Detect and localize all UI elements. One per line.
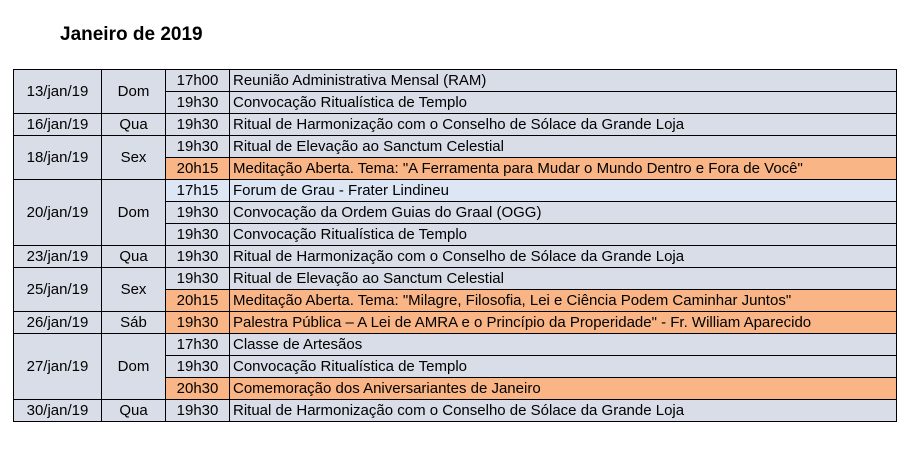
event-description-cell: Meditação Aberta. Tema: "A Ferramenta para Mudar o Mundo Dentro e Fora de Você": [230, 158, 897, 180]
time-cell: 17h15: [166, 180, 230, 202]
table-row: [14, 246, 897, 268]
event-description-cell: Ritual de Harmonização com o Conselho de Sólace da Grande Loja: [230, 246, 897, 268]
time-cell: 19h30: [166, 224, 230, 246]
date-cell: 13/jan/19: [14, 70, 102, 114]
weekday-cell: Sex: [102, 136, 166, 180]
date-cell: 30/jan/19: [14, 400, 102, 422]
event-description-cell: Meditação Aberta. Tema: "Milagre, Filosofia, Lei e Ciência Podem Caminhar Juntos": [230, 290, 897, 312]
table-row: [14, 268, 897, 290]
time-cell: 19h30: [166, 356, 230, 378]
date-cell: 25/jan/19: [14, 268, 102, 312]
time-cell: 19h30: [166, 268, 230, 290]
table-row: [14, 334, 897, 356]
table-row: [14, 114, 897, 136]
weekday-cell: Sáb: [102, 312, 166, 334]
event-description-cell: Convocação Ritualística de Templo: [230, 92, 897, 114]
weekday-cell: Qua: [102, 246, 166, 268]
time-cell: 17h00: [166, 70, 230, 92]
time-cell: 19h30: [166, 246, 230, 268]
event-description-cell: Forum de Grau - Frater Lindineu: [230, 180, 897, 202]
weekday-cell: Qua: [102, 400, 166, 422]
date-cell: 18/jan/19: [14, 136, 102, 180]
table-row: [14, 400, 897, 422]
event-description-cell: Ritual de Harmonização com o Conselho de Sólace da Grande Loja: [230, 114, 897, 136]
time-cell: 19h30: [166, 92, 230, 114]
table-row: [14, 180, 897, 202]
time-cell: 20h15: [166, 158, 230, 180]
event-description-cell: Classe de Artesãos: [230, 334, 897, 356]
date-cell: 16/jan/19: [14, 114, 102, 136]
page-title: Janeiro de 2019: [60, 24, 203, 45]
table-row: [14, 312, 897, 334]
time-cell: 20h30: [166, 378, 230, 400]
date-cell: 27/jan/19: [14, 334, 102, 400]
time-cell: 19h30: [166, 400, 230, 422]
event-description-cell: Ritual de Harmonização com o Conselho de Sólace da Grande Loja: [230, 400, 897, 422]
weekday-cell: Dom: [102, 334, 166, 400]
time-cell: 19h30: [166, 202, 230, 224]
event-description-cell: Ritual de Elevação ao Sanctum Celestial: [230, 268, 897, 290]
date-cell: 23/jan/19: [14, 246, 102, 268]
schedule-table: [13, 69, 897, 422]
event-description-cell: Palestra Pública – A Lei de AMRA e o Princípio da Properidade" - Fr. William Aparecido: [230, 312, 897, 334]
table-row: [14, 136, 897, 158]
time-cell: 19h30: [166, 136, 230, 158]
event-description-cell: Convocação da Ordem Guias do Graal (OGG): [230, 202, 897, 224]
weekday-cell: Sex: [102, 268, 166, 312]
event-description-cell: Reunião Administrativa Mensal (RAM): [230, 70, 897, 92]
event-description-cell: Convocação Ritualística de Templo: [230, 224, 897, 246]
date-cell: 26/jan/19: [14, 312, 102, 334]
weekday-cell: Dom: [102, 70, 166, 114]
time-cell: 20h15: [166, 290, 230, 312]
event-description-cell: Ritual de Elevação ao Sanctum Celestial: [230, 136, 897, 158]
table-row: [14, 70, 897, 92]
event-description-cell: Convocação Ritualística de Templo: [230, 356, 897, 378]
date-cell: 20/jan/19: [14, 180, 102, 246]
time-cell: 17h30: [166, 334, 230, 356]
weekday-cell: Dom: [102, 180, 166, 246]
time-cell: 19h30: [166, 114, 230, 136]
event-description-cell: Comemoração dos Aniversariantes de Janeiro: [230, 378, 897, 400]
schedule-body: [14, 70, 897, 422]
weekday-cell: Qua: [102, 114, 166, 136]
time-cell: 19h30: [166, 312, 230, 334]
